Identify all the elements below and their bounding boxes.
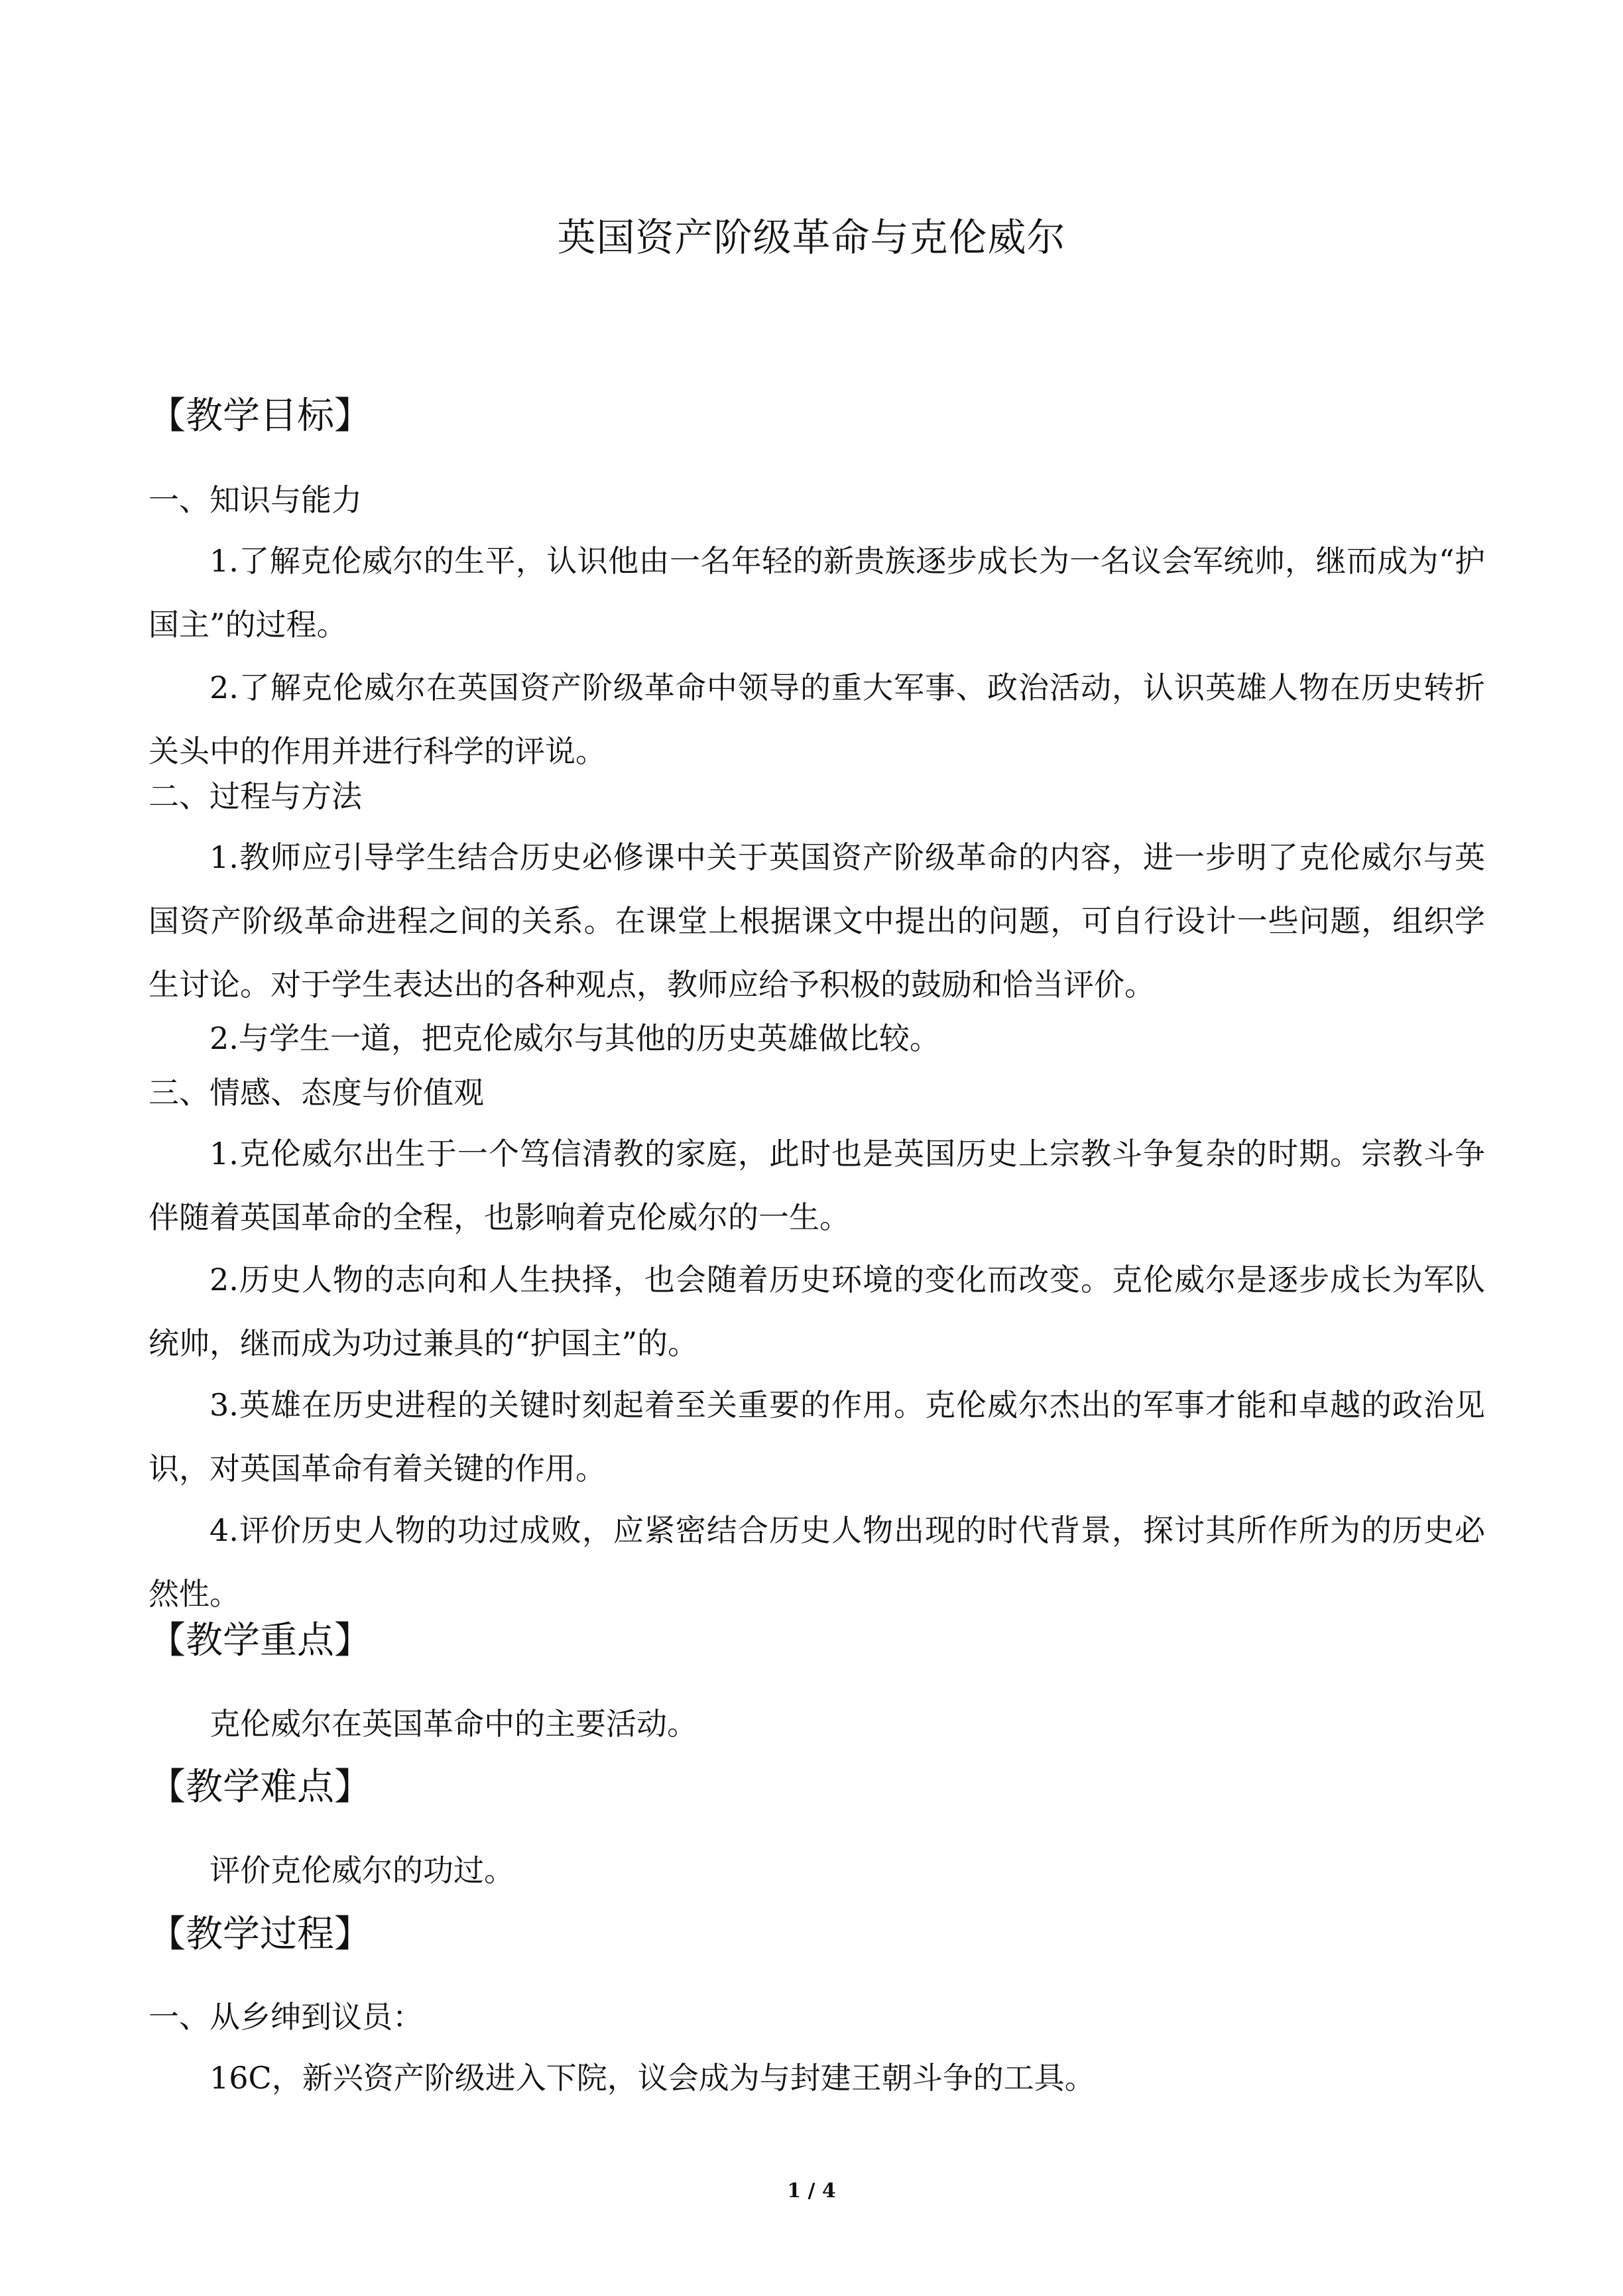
document-title: 英国资产阶级革命与克伦威尔 [557, 215, 1066, 260]
paragraph-values-4: 4.评价历史人物的功过成败，应紧密结合历史人物出现的时代背景，探讨其所作所为的历史必然性。 [149, 1512, 1485, 1612]
subheading-process-method: 二、过程与方法 [149, 778, 362, 814]
paragraph-knowledge-2: 2.了解克伦威尔在英国资产阶级革命中领导的重大军事、政治活动，认识英雄人物在历史转折关头中的作用并进行科学的评说。 [149, 670, 1485, 769]
paragraph-values-2: 2.历史人物的志向和人生抉择，也会随着历史环境的变化而改变。克伦威尔是逐步成长为军队统帅，继而成为功过兼具的“护国主”的。 [149, 1262, 1485, 1361]
paragraph-difficulties: 评价克伦威尔的功过。 [210, 1852, 514, 1888]
section-heading-procedure: 【教学过程】 [149, 1913, 371, 1956]
paragraph-process-2: 2.与学生一道，把克伦威尔与其他的历史英雄做比较。 [210, 1020, 940, 1056]
subheading-values: 三、情感、态度与价值观 [149, 1075, 484, 1111]
page-number: 1 / 4 [787, 2179, 836, 2203]
paragraph-values-3: 3.英雄在历史进程的关键时刻起着至关重要的作用。克伦威尔杰出的军事才能和卓越的政治见识，对英国革命有着关键的作用。 [149, 1387, 1485, 1486]
section-heading-difficulties: 【教学难点】 [149, 1766, 371, 1809]
paragraph-knowledge-1: 1.了解克伦威尔的生平，认识他由一名年轻的新贵族逐步成长为一名议会军统帅，继而成为“护国主”的过程。 [149, 543, 1485, 642]
subheading-knowledge-ability: 一、知识与能力 [149, 482, 362, 518]
paragraph-process-1: 1.教师应引导学生结合历史必修课中关于英国资产阶级革命的内容，进一步明了克伦威尔与英国资产阶级革命进程之间的关系。在课堂上根据课文中提出的问题，可自行设计一些问题，组织学生讨论。对于学生表达出的各种观点，教师应给予积极的鼓励和恰当评价。 [149, 839, 1485, 1002]
paragraph-procedure-1: 16C，新兴资产阶级进入下院，议会成为与封建王朝斗争的工具。 [210, 2060, 1095, 2096]
paragraph-key-points: 克伦威尔在英国革命中的主要活动。 [210, 1706, 697, 1742]
section-heading-objectives: 【教学目标】 [149, 394, 371, 438]
subheading-procedure-part1: 一、从乡绅到议员： [149, 1999, 423, 2035]
section-heading-key-points: 【教学重点】 [149, 1619, 371, 1662]
paragraph-values-1: 1.克伦威尔出生于一个笃信清教的家庭，此时也是英国历史上宗教斗争复杂的时期。宗教斗争伴随着英国革命的全程，也影响着克伦威尔的一生。 [149, 1136, 1485, 1235]
